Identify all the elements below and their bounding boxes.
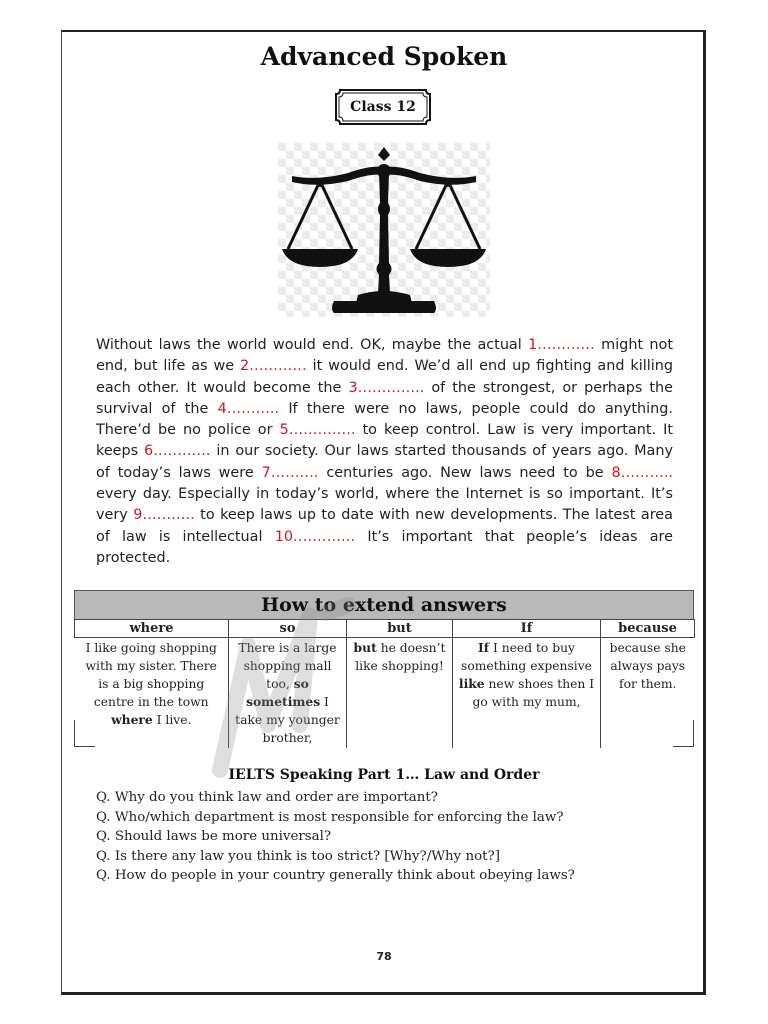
answer-blank[interactable]: 7………. xyxy=(261,464,319,481)
answer-blank[interactable]: 3………….. xyxy=(348,379,425,396)
ielts-section-title: IELTS Speaking Part 1… Law and Order xyxy=(228,767,540,783)
passage-text: it would end. We’d all end up fighting and killing each other. It would become the xyxy=(96,358,673,396)
example-text: There is a large shopping mall too, xyxy=(238,641,337,691)
column-header-so: so xyxy=(229,620,347,638)
example-text: he doesn’t like shopping! xyxy=(355,641,446,673)
connector-table xyxy=(74,619,695,748)
fill-in-the-blank-passage xyxy=(96,335,673,569)
connector-word: where xyxy=(111,712,153,727)
connector-word: so sometimes xyxy=(246,676,321,709)
class-label: Class 12 xyxy=(350,99,416,115)
cell-if-example xyxy=(453,638,601,749)
question-item: Q. Is there any law you think is too strict? [Why?/Why not?] xyxy=(96,848,500,864)
example-row xyxy=(75,638,695,749)
answer-blank[interactable]: 6………… xyxy=(143,443,211,460)
passage-text: in our society. Our laws started thousands of years ago. Many of today’s laws were xyxy=(96,443,673,481)
answer-blank[interactable]: 8……….. xyxy=(611,464,673,481)
passage-text: every day. Especially in today’s world, where the Internet is so important. It’s very xyxy=(96,486,673,524)
example-text: I like going shopping with my sister. There is a big shopping centre in the town xyxy=(85,641,217,709)
passage-text: If there were no laws, people could do anything. There’d be no police or xyxy=(96,400,673,439)
class-badge xyxy=(334,88,432,126)
question-item: Q. Should laws be more universal? xyxy=(96,829,332,844)
cell-where-example xyxy=(75,638,229,749)
page-title: Advanced Spoken xyxy=(260,42,508,71)
answer-blank[interactable]: 4……….. xyxy=(217,400,280,417)
question-item: Q. How do people in your country generally think about obeying laws? xyxy=(96,868,575,883)
passage-text: to keep control. Law is very important. It keeps xyxy=(96,422,674,460)
passage-text: to keep laws up to date with new developments. The latest area of law is intellectual xyxy=(96,507,673,545)
example-text: I take my younger brother, xyxy=(235,695,340,745)
connector-word: but xyxy=(353,640,377,655)
scales-of-justice-icon xyxy=(278,143,490,317)
example-text: new shoes then I go with my mum, xyxy=(472,677,595,709)
table-edge-right xyxy=(693,720,694,747)
cell-so-example xyxy=(229,638,347,749)
passage-text: It’s important that people’s ideas are protected. xyxy=(96,528,673,566)
table-corner-left xyxy=(74,746,95,747)
passage-text: Without laws the world would end. OK, maybe the actual xyxy=(96,337,529,353)
column-header-if: If xyxy=(453,620,601,638)
column-header-but: but xyxy=(347,620,453,638)
table-edge-left xyxy=(74,720,75,747)
example-text: I live. xyxy=(152,713,192,727)
example-text: because she always pays for them. xyxy=(609,641,686,691)
column-header-because: because xyxy=(601,620,695,638)
connector-word: If xyxy=(478,640,490,655)
example-text: I need to buy something expensive xyxy=(461,641,592,673)
cell-because-example xyxy=(601,638,695,749)
passage-text: might not end, but life as we xyxy=(96,337,673,375)
extend-answers-heading: How to extend answers xyxy=(74,590,694,619)
table-corner-right xyxy=(673,746,694,747)
answer-blank[interactable]: 9……….. xyxy=(133,507,195,524)
connector-word: like xyxy=(458,676,485,691)
cell-but-example xyxy=(347,638,453,749)
answer-blank[interactable]: 10…………. xyxy=(274,528,356,545)
passage-text: of the strongest, or perhaps the survival of the xyxy=(96,379,673,417)
answer-blank[interactable]: 5………….. xyxy=(279,422,356,439)
page-number: 78 xyxy=(376,950,392,963)
answer-blank[interactable]: 2………… xyxy=(240,358,307,375)
ielts-question-list xyxy=(96,788,575,886)
column-header-where: where xyxy=(75,620,229,638)
connector-header-row xyxy=(75,620,695,638)
answer-blank[interactable]: 1………… xyxy=(528,337,595,353)
question-item: Q. Why do you think law and order are important? xyxy=(96,790,438,805)
question-item: Q. Who/which department is most responsible for enforcing the law? xyxy=(96,809,564,825)
passage-text: centuries ago. New laws need to be xyxy=(318,464,612,481)
extend-answers-table xyxy=(74,590,694,748)
